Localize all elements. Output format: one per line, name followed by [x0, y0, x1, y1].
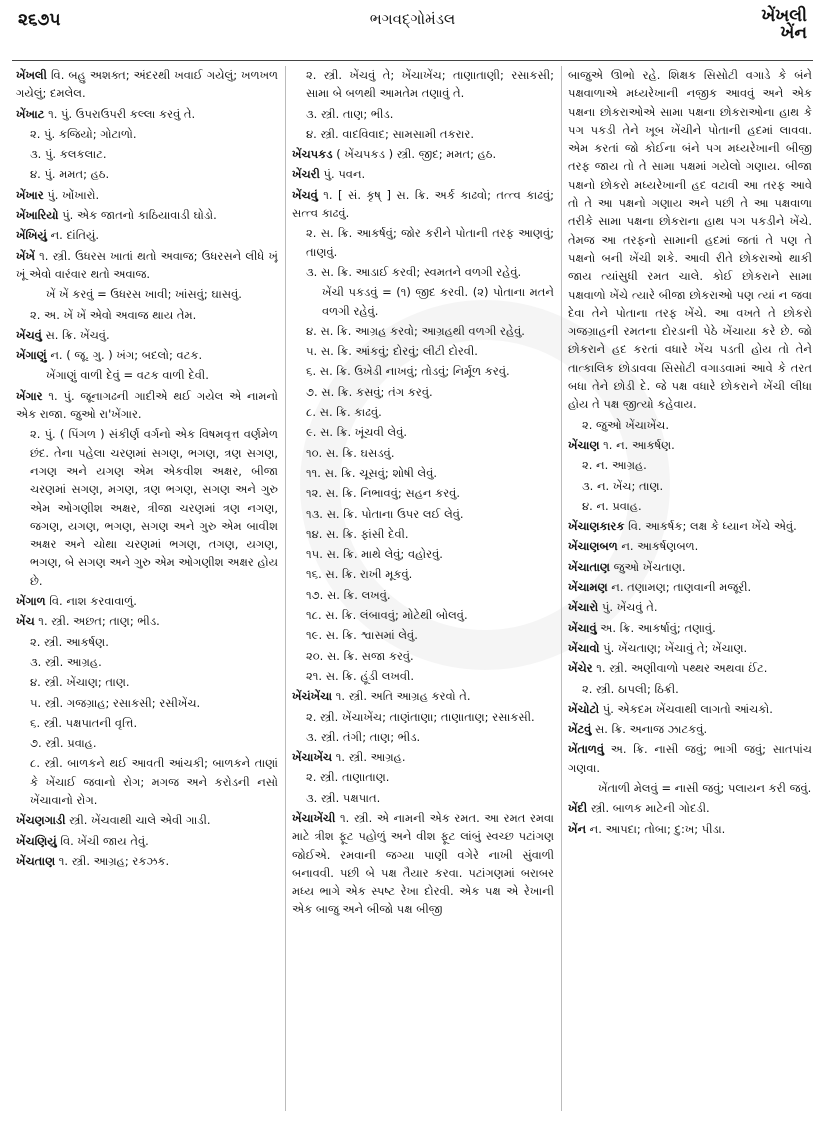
dictionary-entry: [292, 789, 554, 807]
entry-headword: ખેંચાખેંચ: [292, 750, 333, 765]
entry-definition: ( ખેંચપકડ ) સ્ત્રી. જીદ; મમત; હઠ.: [332, 147, 497, 162]
entry-definition: ન. આકર્ષણબળ.: [617, 539, 699, 554]
entry-headword: ખેંચણિયું: [16, 833, 57, 848]
dictionary-entry: [16, 633, 278, 651]
entry-definition: ૯. સ. ક્રિ. ખૂંચવી લેવું.: [306, 425, 408, 440]
entry-definition: સ. ક્રિ. અનાજ ઝાટકવું.: [591, 722, 708, 737]
entry-headword: ખેંખાટ: [16, 106, 45, 121]
entry-definition: ૪. ન. પ્રવાહ.: [582, 498, 642, 513]
dictionary-entry: [568, 779, 812, 797]
entry-headword: ખેંદી: [568, 801, 588, 816]
entry-headword: ખેંચાણ: [568, 437, 600, 452]
dictionary-entry: [16, 852, 278, 870]
entry-definition: ૧૮. સ. ક્રિ. લંબાવવું; મોટેથી બોલવું.: [306, 608, 468, 623]
entry-definition: ૧૫. સ. ક્રિ. માથે લેવું; વહોરવું.: [306, 547, 443, 562]
entry-definition: સ. ક્રિ. ખેંચવું.: [41, 327, 110, 342]
entry-headword: ખેંચાવું: [568, 620, 597, 635]
dictionary-entry: [568, 598, 812, 616]
dictionary-entry: [16, 346, 278, 364]
entry-definition: ૨. સ. ક્રિ. આકર્ષવું; જોર કરીને પોતાની તરફ આણવું; તાણવું.: [306, 226, 554, 259]
entry-definition: પું. ખોંખારો.: [43, 187, 100, 202]
entry-headword: ખેંચ: [16, 614, 35, 629]
entry-headword: ખેંગાર: [16, 388, 43, 403]
entry-headword: ખેંગાળ: [16, 594, 46, 609]
entry-definition: ૧૭. સ. ક્રિ. લખવું.: [306, 587, 391, 602]
dictionary-entry: [292, 525, 554, 543]
page-number: ૨૬૭૫: [18, 10, 61, 30]
entry-definition: ખેં ખેં કરવું = ઉધરસ ખાવી; ખાંસવું; ઘાસવું.: [46, 287, 242, 302]
dictionary-entry: [292, 105, 554, 123]
entry-definition: ૧૩. સ. ક્રિ. પોતાના ઉપર લઈ લેવું.: [306, 506, 464, 521]
dictionary-entry: [16, 811, 278, 829]
entry-definition: વિ. બહુ અશક્ત; અંદરથી ખવાઈ ગયેલું; ખળખળ ગયેલું; દમલેલ.: [16, 68, 278, 101]
entry-headword: ખેંખિયું: [16, 228, 47, 243]
dictionary-entry: [568, 416, 812, 434]
dictionary-entry: [292, 687, 554, 705]
entry-definition: ૪. સ્ત્રી. વાદવિવાદ; સામસામી તકરાર.: [306, 126, 475, 141]
entry-definition: ન. ( જૂ. ગુ. ) ખંગ; બદલો; વટક.: [46, 348, 203, 363]
dictionary-entry: [568, 720, 812, 738]
entry-definition: ૪. પું. મમત; હઠ.: [30, 167, 110, 182]
dictionary-entry: [568, 456, 812, 474]
entry-definition: ન. દાંતિયું.: [46, 228, 100, 243]
dictionary-entry: [292, 362, 554, 380]
entry-definition: ૧૬. સ. ક્રિ. રાખી મૂકવું.: [306, 567, 413, 582]
dictionary-entry: [292, 403, 554, 421]
entry-definition: ૨. સ્ત્રી. ખેંચવું તે; ખેંચાખેંચ; તાણાતાણી; રસાકસી; સામા બે બળથી આમતેમ તણાવું તે.: [306, 68, 554, 101]
entry-definition: ૧૯. સ. ક્રિ. શ્વાસમાં લેવું.: [306, 628, 418, 643]
entry-definition: જુઓ ખેંચતાણ.: [609, 559, 686, 574]
entry-definition: ૧. સ્ત્રી. અતિ આગ્રહ કરવો તે.: [332, 689, 471, 704]
entry-definition: ૨. જુઓ ખેંચાખેંચ.: [582, 417, 670, 432]
entry-definition: ૨. સ્ત્રી. ઠાપલી; ઠિક્રી.: [582, 681, 679, 696]
entry-definition: ૧૨. સ. ક્રિ. નિભાવવું; સહન કરવું.: [306, 486, 460, 501]
dictionary-entry: [16, 206, 278, 224]
dictionary-entry: [568, 517, 812, 535]
dictionary-entry: [568, 799, 812, 817]
dictionary-entry: [292, 586, 554, 604]
dictionary-entry: [16, 714, 278, 732]
page-header: [0, 0, 825, 62]
entry-definition: ૧. સ્ત્રી. આગ્રહ; રકઝક.: [55, 853, 170, 868]
entry-headword: ખેંગાણું: [16, 348, 47, 363]
entry-definition: ૫. સ. ક્રિ. આંકવું; દોરવું; લીટી દોરવી.: [306, 344, 478, 359]
entry-headword: ખેંચોટો: [568, 701, 600, 716]
dictionary-entry: [292, 283, 554, 320]
entry-definition: ૩. ન. ખેંચ; તાણ.: [582, 478, 664, 493]
dictionary-entry: [292, 728, 554, 746]
entry-definition: ૨. સ્ત્રી. તાણાતાણ.: [306, 770, 390, 785]
column-divider: [285, 66, 286, 1111]
dictionary-entry: [16, 145, 278, 163]
entry-definition: ૩. સ. ક્રિ. આડાઈ કરવી; સ્વમતને વળગી રહેવું.: [306, 264, 522, 279]
entry-definition: ૩. સ્ત્રી. પક્ષપાત.: [306, 790, 381, 805]
entry-headword: ખેંચાણકારક: [568, 519, 625, 534]
dictionary-entry: [16, 125, 278, 143]
entry-headword: ખેંચવું: [16, 327, 42, 342]
entry-definition: ૧. સ્ત્રી. અણીવાળો પથ્થર અથવા ઈંટ.: [592, 661, 768, 676]
entry-headword: ખેંટવું: [568, 722, 592, 737]
running-title: ભગવદ્ગોમંડલ: [369, 10, 456, 28]
dictionary-entry: [16, 66, 278, 103]
entry-definition: બાજુએ ઊભો રહે. શિક્ષક સિસોટી વગાડે કે બંને પક્ષવાળાએ મધ્યરેખાની નજીક આવવું અને એક પક્ષના છોકરાઓએ સામા પક્ષના છોકરાઓના હાથ કે પગ પકડી તેને ખૂબ ખેંચીને પોતાની હદમાં લાવવા. એમ કરતાં જો કોઈના બંને પગ મધ્યરેખાની બીજી તરફ જાય તો તે સામા પક્ષમાં ગયેલો ગણાય. બીજા પક્ષનો છોકરો મધ્યરેખાની હદ વટાવી આ તરફ આવે તો તે આ પક્ષનો ગણાય અને પછી તે આ પક્ષવાળા તરીકે સામા પક્ષના છોકરાના હાથ પગ પકડીને ખેંચે. તેમજ આ તરફનો સામાની હદમાં જતાં તે પણ તે પક્ષનો બની ખેંચી શકે. આવી રીતે છોકરાઓ થાકી જાય ત્યાંસુધી રમત ચાલે. કોઈ છોકરાને સામા પક્ષવાળો ખેંચે ત્યારે બીજા છોકરાઓ પણ ત્યાં ન જવા દેવા તેને પોતાના તરફ ખેંચે. આ વખતે તે છોકરો ગજગ્રાહની રમતના દોરડાની પેઠે ખેંચાયા કરે છે. જો છોકરાને હદ કરતાં વધારે ખેંચ પડતી હોય તો તેને તાત્કાલિક છોડાવવા સિસોટી વગાડવામાં આવે કે તરત બધા તેને છોડી દે. જે પક્ષ વધારે છોકરાને ખેંચી લીધા હોય તે પક્ષ જીત્યો કહેવાય.: [568, 68, 812, 412]
dictionary-entry: [292, 809, 554, 919]
dictionary-entry: [16, 247, 278, 284]
entry-definition: ૧. સ્ત્રી. એ નામની એક રમત. આ રમત રમવા માટે ત્રીશ ફૂટ પહોળું અને વીશ ફૂટ લાંબું સ્વચ્છ પટાંગણ જોઈએ. રમવાની જગ્યા પાણી વગેરે નાખી સુંવાળી બનાવવી. પછી બે પક્ષ તૈયાર કરવા. પટાંગણમાં બરાબર મધ્ય ભાગે એક સ્પષ્ટ રેખા દોરવી. એક પક્ષ એ રેખાની એક બાજુ અને બીજો પક્ષ બીજી: [292, 810, 554, 917]
entry-definition: સ્ત્રી. બાળક માટેની ગોદડી.: [587, 801, 710, 816]
entry-definition: ખેંગાણું વાળી દેવું = વટક વાળી દેવી.: [46, 368, 209, 383]
dictionary-entry: [568, 66, 812, 414]
dictionary-entry: [16, 387, 278, 424]
entry-definition: ૫. સ્ત્રી. ગજગ્રાહ; રસાકસી; રસીખેંચ.: [30, 695, 201, 710]
entry-headword: ખેંન: [568, 821, 587, 836]
dictionary-entry: [16, 612, 278, 630]
entry-definition: ન. આપદા; તોબા; દુ:ખ; પીડા.: [586, 821, 726, 836]
dictionary-entry: [568, 740, 812, 777]
dictionary-entry: [292, 444, 554, 462]
entry-definition: ૧. ન. આકર્ષણ.: [599, 437, 675, 452]
dictionary-entry: [16, 673, 278, 691]
dictionary-entry: [16, 186, 278, 204]
entry-definition: ૩. સ્ત્રી. તંગી; તાણ; ભીડ.: [306, 729, 421, 744]
dictionary-entry: [16, 832, 278, 850]
dictionary-entry: [292, 322, 554, 340]
entry-headword: ખેંચારો: [568, 600, 599, 615]
dictionary-entry: [568, 436, 812, 454]
entry-definition: ૧. સ્ત્રી. ઉધરસ ખાતાં થતો અવાજ; ઉધરસને લીધે ખૂં ખૂં એવો વારંવાર થતો અવાજ.: [16, 248, 278, 281]
entry-headword: ખેંચામણ: [568, 580, 608, 595]
entry-definition: ખેંચી પકડવું = (૧) જીદ કરવી. (૨) પોતાના મતને વળગી રહેવું.: [322, 285, 554, 318]
entry-definition: વિ. આકર્ષક; લક્ષ કે ધ્યાન ખેંચે એવું.: [624, 519, 797, 534]
entry-definition: ૪. સ. ક્રિ. આગ્રહ કરવો; આગ્રહથી વળગી રહેવું.: [306, 323, 525, 338]
dictionary-entry: [292, 224, 554, 261]
dictionary-entry: [16, 754, 278, 809]
entry-headword: ખેંખારિયો: [16, 208, 59, 223]
dictionary-entry: [16, 226, 278, 244]
dictionary-entry: [292, 505, 554, 523]
dictionary-entry: [568, 537, 812, 555]
entry-definition: સ્ત્રી. ખેંચવાથી ચાલે એવી ગાડી.: [65, 813, 211, 828]
entry-headword: ખેંતાળવું: [568, 742, 605, 757]
dictionary-entry: [16, 653, 278, 671]
dictionary-entry: [292, 165, 554, 183]
dictionary-entry: [568, 659, 812, 677]
entry-definition: વિ. ખેંચી જાય તેવું.: [56, 833, 149, 848]
entry-definition: પું. ખેંચતાણ; ખેંચાવું તે; ખેંચાણ.: [599, 640, 748, 655]
dictionary-entry: [292, 667, 554, 685]
dictionary-entry: [16, 366, 278, 384]
entry-definition: પું. એક જાતનો કાઠિયાવાડી ઘોડો.: [58, 208, 217, 223]
entry-definition: અ. ક્રિ. નાસી જવું; ભાગી જવું; સાતપાંચ ગણવા.: [568, 742, 812, 775]
entry-definition: પું. ખેંચવું તે.: [598, 600, 658, 615]
dictionary-entry: [292, 66, 554, 103]
dictionary-entry: [292, 186, 554, 223]
header-rule: [12, 60, 813, 61]
entry-definition: ૭. સ. ક્રિ. કસવું; તંગ કરવું.: [306, 384, 433, 399]
dictionary-entry: [568, 700, 812, 718]
entry-definition: પું. પવન.: [319, 167, 366, 182]
dictionary-entry: [16, 326, 278, 344]
dictionary-entry: [292, 748, 554, 766]
entry-headword: ખેંચાવો: [568, 640, 600, 655]
entry-definition: ૬. સ્ત્રી. પક્ષપાતની વૃત્તિ.: [30, 715, 138, 730]
entry-definition: ૭. સ્ત્રી. પ્રવાહ.: [30, 736, 97, 751]
dictionary-entry: [568, 639, 812, 657]
dictionary-entry: [292, 423, 554, 441]
dictionary-entry: [568, 497, 812, 515]
dictionary-entry: [568, 820, 812, 838]
entry-definition: ૧૧. સ. ક્રિ. ચૂસવું; શોષી લેવું.: [306, 465, 438, 480]
dictionary-entry: [292, 626, 554, 644]
entry-definition: ૩. સ્ત્રી. આગ્રહ.: [30, 654, 102, 669]
entry-headword: ખેંચરી: [292, 167, 320, 182]
dictionary-entry: [568, 477, 812, 495]
dictionary-entry: [568, 578, 812, 596]
entry-definition: ૪. સ્ત્રી. ખેંચાણ; તાણ.: [30, 675, 130, 690]
entry-definition: વિ. નાશ કરવાવાળું.: [45, 594, 137, 609]
entry-headword: ખેંચણગાડી: [16, 813, 66, 828]
entry-definition: ૮. સ્ત્રી. બાળકને થઈ આવતી આંચકી; બાળકને તાણાં કે ખેંચાઈ જવાનો રોગ; મગજ અને કરોડની નસો ખેંચાવાનો રોગ.: [30, 756, 278, 807]
dictionary-entry: [292, 263, 554, 281]
guide-word-first: ખેંખલી: [761, 6, 807, 26]
dictionary-entry: [292, 545, 554, 563]
entry-definition: ૧. પું. ઉપરાઉપરી કલ્લા કરવું તે.: [44, 106, 196, 121]
column-divider: [561, 66, 562, 1111]
entry-definition: ૧૦. સ. ક્રિ. ઘસડવું.: [306, 445, 395, 460]
dictionary-entry: [16, 425, 278, 590]
entry-definition: ૧૪. સ. ક્રિ. ફાંસી દેવી.: [306, 526, 409, 541]
entry-definition: ૮. સ. ક્રિ. કાઢવું.: [306, 405, 382, 420]
dictionary-entry: [292, 565, 554, 583]
dictionary-entry: [16, 592, 278, 610]
dictionary-entry: [568, 558, 812, 576]
entry-definition: ૨૦. સ. ક્રિ. સજા કરવું.: [306, 648, 414, 663]
entry-headword: ખેંખલી: [16, 68, 47, 82]
column-2: [292, 66, 554, 1116]
entry-definition: ૨. પું. કજિયો; ગોટાળો.: [30, 126, 137, 141]
dictionary-entry: [292, 484, 554, 502]
entry-definition: અ. ક્રિ. આકર્ષાવું; તણાવું.: [596, 620, 716, 635]
entry-headword: ખેંચતાણ: [16, 853, 56, 868]
dictionary-entry: [16, 165, 278, 183]
dictionary-entry: [292, 464, 554, 482]
column-1: [16, 66, 278, 1116]
entry-headword: ખેંચવું: [292, 187, 318, 202]
dictionary-entry: [292, 768, 554, 786]
entry-definition: ૨૧. સ. ક્રિ. હૂંડી લખવી.: [306, 668, 415, 683]
entry-definition: ૧. સ્ત્રી. અછત; તાણ; ભીડ.: [34, 614, 160, 629]
entry-headword: ખેંચાણબળ: [568, 539, 618, 554]
dictionary-entry: [292, 383, 554, 401]
entry-definition: ૨. અ. ખેં ખેં એવો અવાજ થાય તેમ.: [30, 307, 197, 322]
dictionary-entry: [16, 285, 278, 303]
entry-headword: ખેંચાખેંચી: [292, 810, 336, 825]
dictionary-entry: [292, 125, 554, 143]
entry-definition: ૩. પું. કલકલાટ.: [30, 147, 107, 162]
entry-definition: ૨. ન. આગ્રહ.: [582, 458, 647, 473]
dictionary-entry: [292, 647, 554, 665]
guide-word-last: ખેંન: [780, 23, 807, 43]
entry-headword: ખેંચાતાણ: [568, 559, 610, 574]
entry-definition: ૨. પું. ( પિંગળ ) સંકીર્ણ વર્ગનો એક વિષમવૃત્ત વર્ણમેળ છંદ. તેના પહેલા ચરણમાં સગણ, ભગણ, ત્રણ સગણ, નગણ અને યગણ એમ એકવીશ અક્ષર, બીજા ચરણમાં સગણ, મગણ, ત્રણ ભગણ, સગણ અને ગુરુ એમ ઓગણીશ અક્ષર, ત્રીજા ચરણમાં ત્રણ નગણ, જગણ, યગણ, ભગણ, સગણ અને ગુરુ એમ બાવીશ અક્ષર અને ચોથા ચરણમાં ભગણ, તગણ, યગણ, ભગણ, બે સગણ અને ગુરુ એમ ઓગણીશ અક્ષર હોય છે.: [30, 427, 278, 588]
entry-definition: ૨. સ્ત્રી. આકર્ષણ.: [30, 634, 109, 649]
entry-definition: ૧. પું. જૂનાગઢની ગાદીએ થઈ ગયેલ એ નામનો એક રાજા. જુઓ રા'ખેંગાર.: [16, 388, 278, 422]
dictionary-entry: [16, 734, 278, 752]
dictionary-entry: [292, 342, 554, 360]
dictionary-entry: [16, 306, 278, 324]
column-3: [568, 66, 812, 1116]
dictionary-entry: [16, 694, 278, 712]
entry-headword: ખેંખાર: [16, 187, 44, 202]
entry-definition: ૬. સ. ક્રિ. ઉખેડી નાખવું; તોડવું; નિર્મૂળ કરવું.: [306, 364, 510, 379]
guide-words: [761, 8, 807, 42]
dictionary-entry: [292, 145, 554, 163]
dictionary-entry: [292, 708, 554, 726]
dictionary-entry: [568, 619, 812, 637]
entry-definition: ૧. [ સં. કૃષ્ ] સ. ક્રિ. અર્ક કાઢવો; તત્ત્વ કાઢવું; સત્ત્વ કાઢવું.: [292, 187, 554, 221]
entry-headword: ખેંખેં: [16, 248, 35, 263]
dictionary-entry: [568, 680, 812, 698]
entry-definition: ન. તણામણ; તાણવાની મજૂરી.: [607, 580, 752, 595]
entry-definition: ૩. સ્ત્રી. તાણ; ભીડ.: [306, 106, 394, 121]
entry-definition: ખેંતાળી મેલવું = નાસી જવું; પલાયન કરી જવું.: [598, 780, 812, 795]
entry-definition: ૧. સ્ત્રી. આગ્રહ.: [332, 750, 406, 765]
entry-headword: ખેંચંખેંચા: [292, 689, 333, 704]
dictionary-entry: [16, 105, 278, 123]
entry-definition: ૨. સ્ત્રી. ખેંચાખેંચ; તાણંતાણા; તાણાતાણ; રસાકસી.: [306, 709, 535, 724]
entry-headword: ખેંચેર: [568, 661, 593, 676]
dictionary-entry: [292, 606, 554, 624]
entry-headword: ખેંચપકડ: [292, 147, 333, 162]
entry-definition: પું. એકદમ ખેંચવાથી લાગતો આંચકો.: [599, 701, 773, 716]
